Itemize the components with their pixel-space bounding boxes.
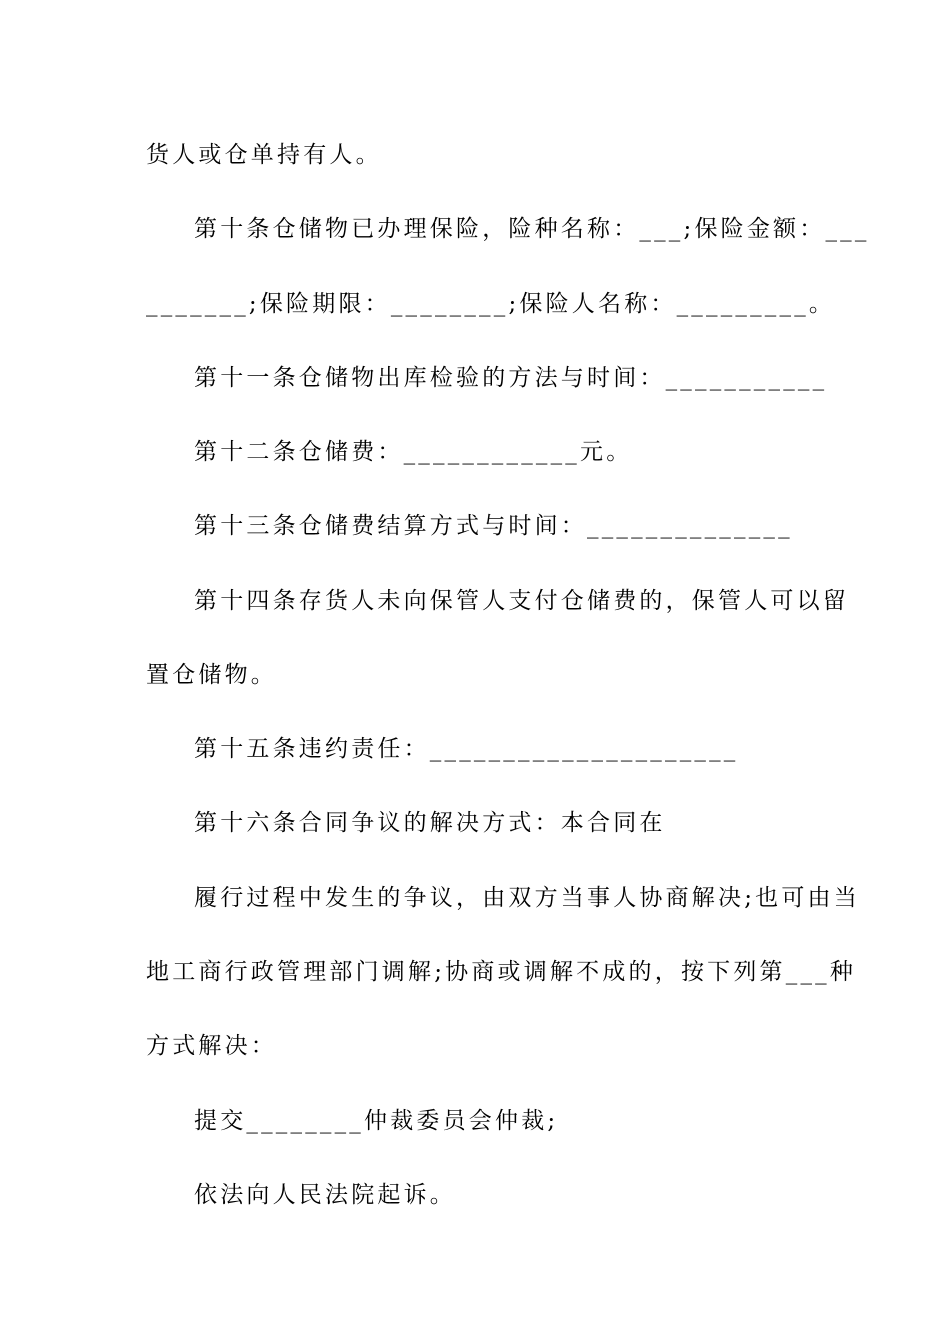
text-line: 第十一条仓储物出库检验的方法与时间：___________ bbox=[194, 365, 828, 391]
text-line: 地工商行政管理部门调解;协商或调解不成的，按下列第___种 bbox=[146, 959, 857, 985]
text-line: 依法向人民法院起诉。 bbox=[194, 1182, 456, 1208]
text-line: 第十条仓储物已办理保险，险种名称：___;保险金额：___ bbox=[194, 216, 870, 242]
text-line: _______;保险期限：________;保险人名称：_________。 bbox=[146, 291, 836, 317]
text-line: 置仓储物。 bbox=[146, 662, 277, 688]
text-line: 提交________仲裁委员会仲裁; bbox=[194, 1108, 559, 1134]
text-line: 第十二条仓储费：____________元。 bbox=[194, 439, 633, 465]
text-line: 第十三条仓储费结算方式与时间：______________ bbox=[194, 513, 793, 539]
text-line: 第十六条合同争议的解决方式：本合同在 bbox=[194, 810, 666, 836]
text-line: 方式解决： bbox=[146, 1033, 277, 1059]
text-line: 履行过程中发生的争议，由双方当事人协商解决;也可由当 bbox=[194, 885, 860, 911]
text-line: 第十四条存货人未向保管人支付仓储费的，保管人可以留 bbox=[194, 588, 849, 614]
text-line: 第十五条违约责任：_____________________ bbox=[194, 736, 739, 762]
text-line: 货人或仓单持有人。 bbox=[146, 142, 382, 168]
